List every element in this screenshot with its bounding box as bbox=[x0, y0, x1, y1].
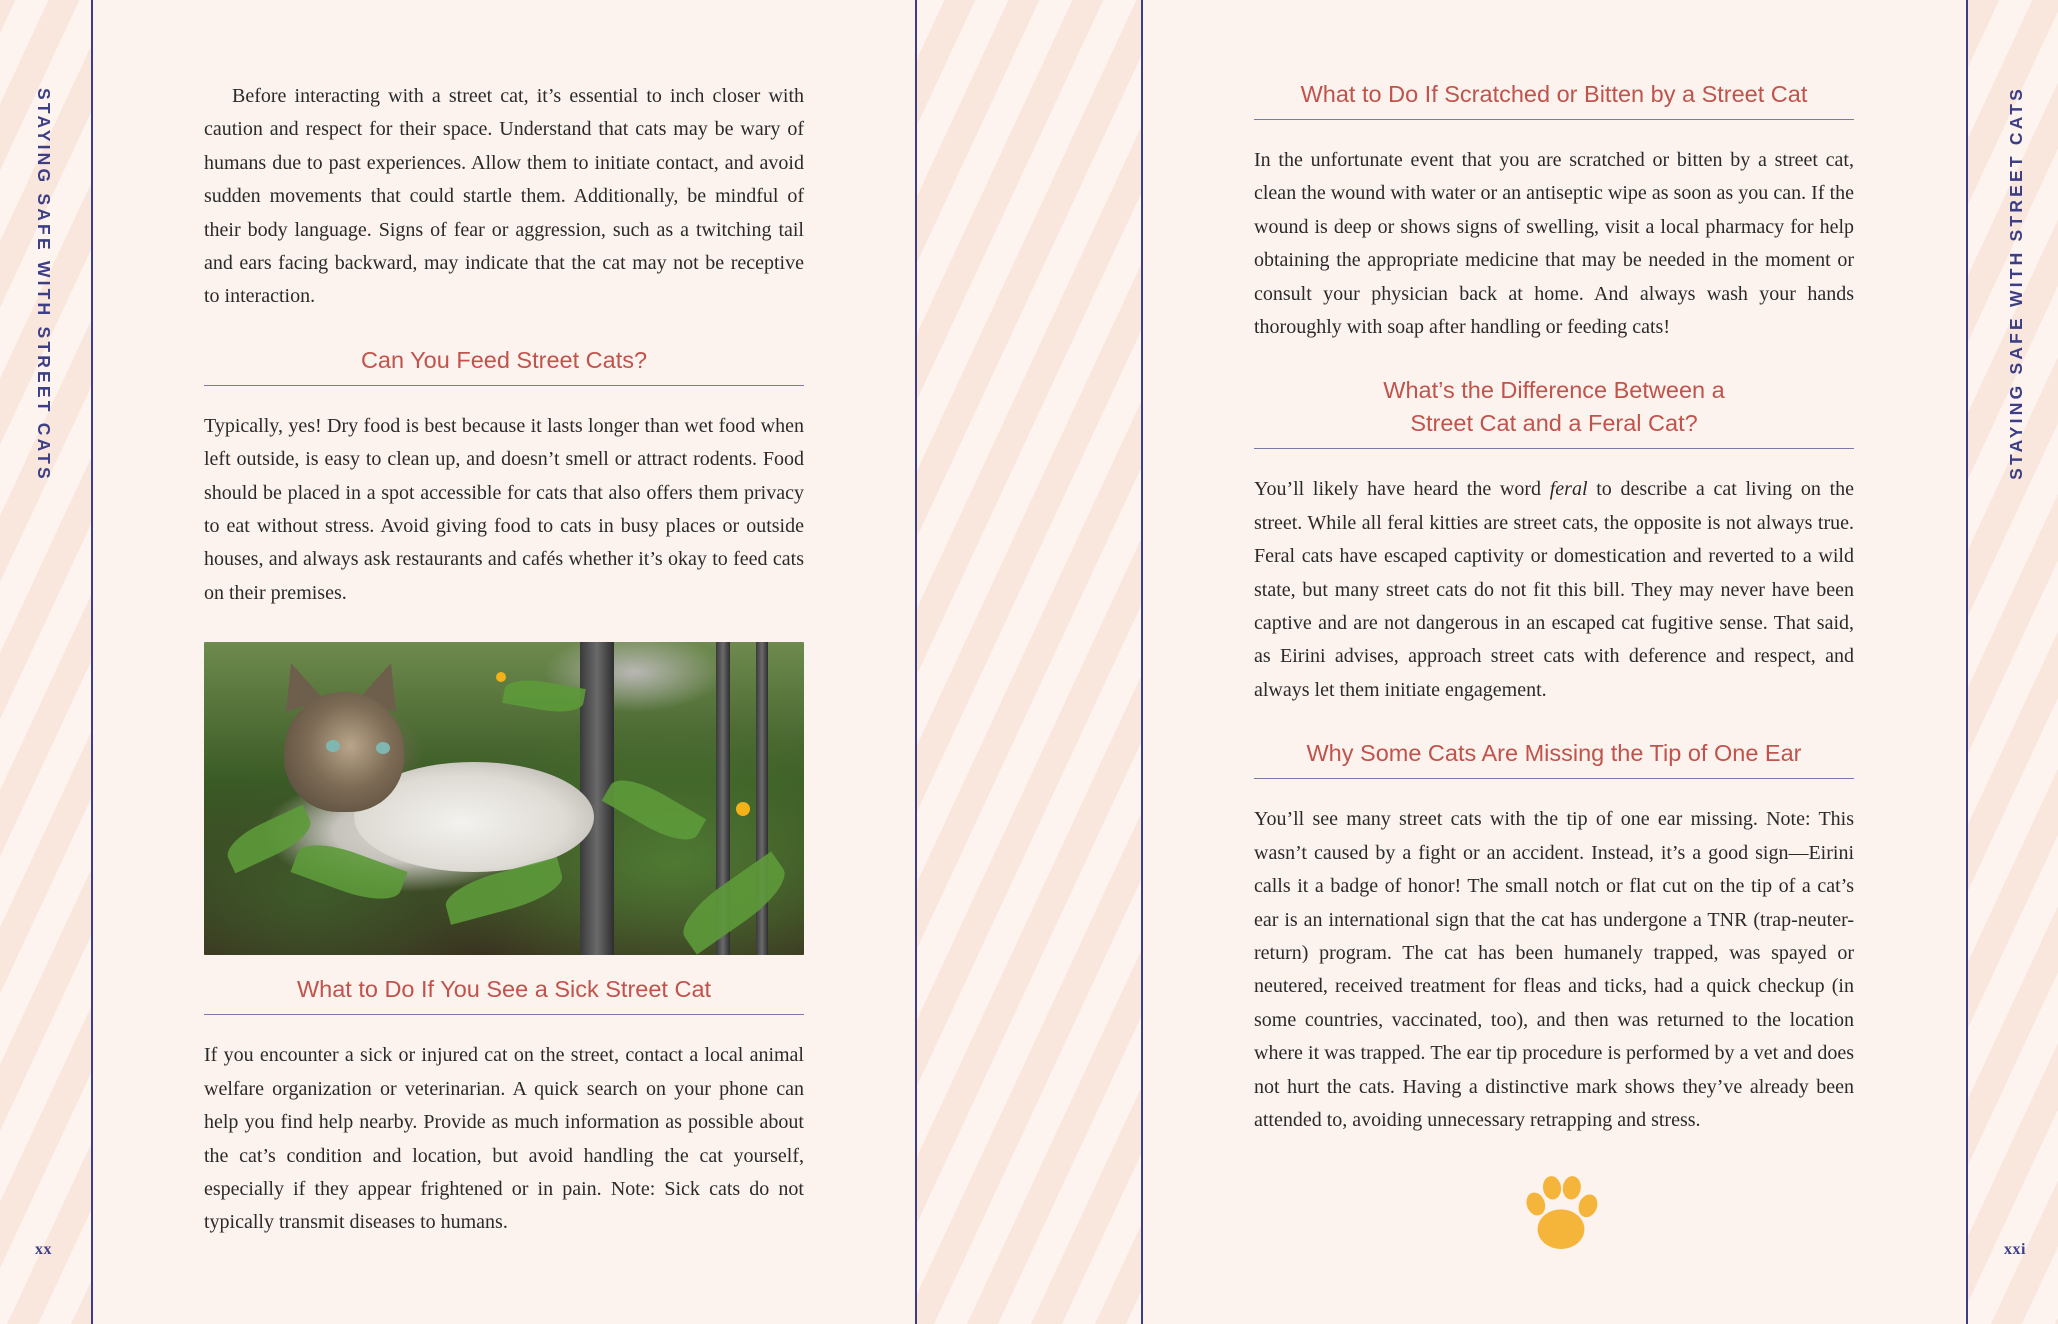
heading-feed-street-cats: Can You Feed Street Cats? bbox=[204, 344, 804, 386]
heading-sick-street-cat: What to Do If You See a Sick Street Cat bbox=[204, 973, 804, 1015]
paragraph-feed-street-cats: Typically, yes! Dry food is best because it lasts longer than wet food when left outside, is easy to clean up, and doesn’t smell or attract rodents. Food should be placed in a spot accessible for cats that also offers them privacy to eat without stress. Avoid giving food to cats in busy places or outside houses, and always ask restaurants and cafés whether it’s okay to feed cats on their premises. bbox=[204, 414, 804, 604]
heading-street-vs-feral-line2: Street Cat and a Feral Cat? bbox=[1410, 410, 1698, 437]
right-page bbox=[1141, 0, 1968, 1324]
paw-print-icon bbox=[1516, 1168, 1606, 1258]
paragraph-ear-tip: You’ll see many street cats with the tip of one ear missing. Note: This wasn’t caused by a fight or an accident. Instead, it’s a good sign—Eirini calls it a badge of honor! The small notch or flat cut on the tip of a cat’s ear is an international sign that the cat has undergone a TNR (trap-neuter-return) program. The cat has been humanely trapped, was spayed or neutered, received treatment for fleas and ticks, had a quick checkup (in some countries, vaccinated, too), and then was returned to the location where it was trapped. The ear tip procedure is performed by a vet and does not hurt the cats. Having a distinctive mark shows they’ve already been attended to, avoiding unnecessary retrapping and stress. bbox=[1254, 808, 1854, 1131]
right-page-content bbox=[1254, 78, 1854, 1137]
feral-text-after: to describe a cat living on the street. While all feral kitties are street cats, the opposite is not always true. Feral cats have escaped captivity or domestication and reverted to a wild state, but many street cats do not fit this bill. They may never have been captive and are not dangerous in an escaped cat fugitive sense. That said, as Eirini advises, approach street cats with deference and respect, and always let them initiate engagement. bbox=[1254, 478, 1854, 701]
intro-paragraph: Before interacting with a street cat, it’s essential to inch closer with caution and respect for their space. Understand that cats may be wary of humans due to past experiences. Allow them to initiate contact, and avoid sudden movements that could startle them. Additionally, be mindful of their body language. Signs of fear or aggression, such as a twitching tail and ears facing backward, may indicate that the cat may not be receptive to interaction. bbox=[204, 85, 804, 308]
running-head-right: STAYING SAFE WITH STREET CATS bbox=[2006, 86, 2026, 480]
heading-ear-tip: Why Some Cats Are Missing the Tip of One Ear bbox=[1254, 737, 1854, 779]
heading-street-vs-feral bbox=[1254, 374, 1854, 449]
street-cat-photo bbox=[204, 642, 804, 955]
paragraph-street-vs-feral bbox=[1254, 473, 1854, 707]
page-number-left: xx bbox=[35, 1241, 52, 1258]
paragraph-scratched-or-bitten: In the unfortunate event that you are scratched or bitten by a street cat, clean the wound with water or an antiseptic wipe as soon as you can. If the wound is deep or shows signs of swelling, visit a local pharmacy for help obtaining the appropriate medicine that may be needed in the moment or consult your physician back at home. And always wash your hands thoroughly with soap after handling or feeding cats! bbox=[1254, 149, 1854, 339]
heading-scratched-or-bitten: What to Do If Scratched or Bitten by a Street Cat bbox=[1254, 78, 1854, 120]
feral-text-before: You’ll likely have heard the word bbox=[1254, 478, 1550, 501]
feral-italic-word: feral bbox=[1549, 478, 1588, 501]
heading-street-vs-feral-line1: What’s the Difference Between a bbox=[1383, 377, 1725, 404]
left-page bbox=[91, 0, 917, 1324]
running-head-left: STAYING SAFE WITH STREET CATS bbox=[34, 88, 54, 482]
paragraph-sick-street-cat: If you encounter a sick or injured cat on the street, contact a local animal welfare organization or veterinarian. A quick search on your phone can help you find help nearby. Provide as much information as possible about the cat’s condition and location, but avoid handling the cat yourself, especially if they appear frightened or in pain. Note: Sick cats do not typically transmit diseases to humans. bbox=[204, 1044, 804, 1234]
left-page-content bbox=[204, 80, 804, 1240]
page-number-right: xxi bbox=[2004, 1241, 2026, 1258]
